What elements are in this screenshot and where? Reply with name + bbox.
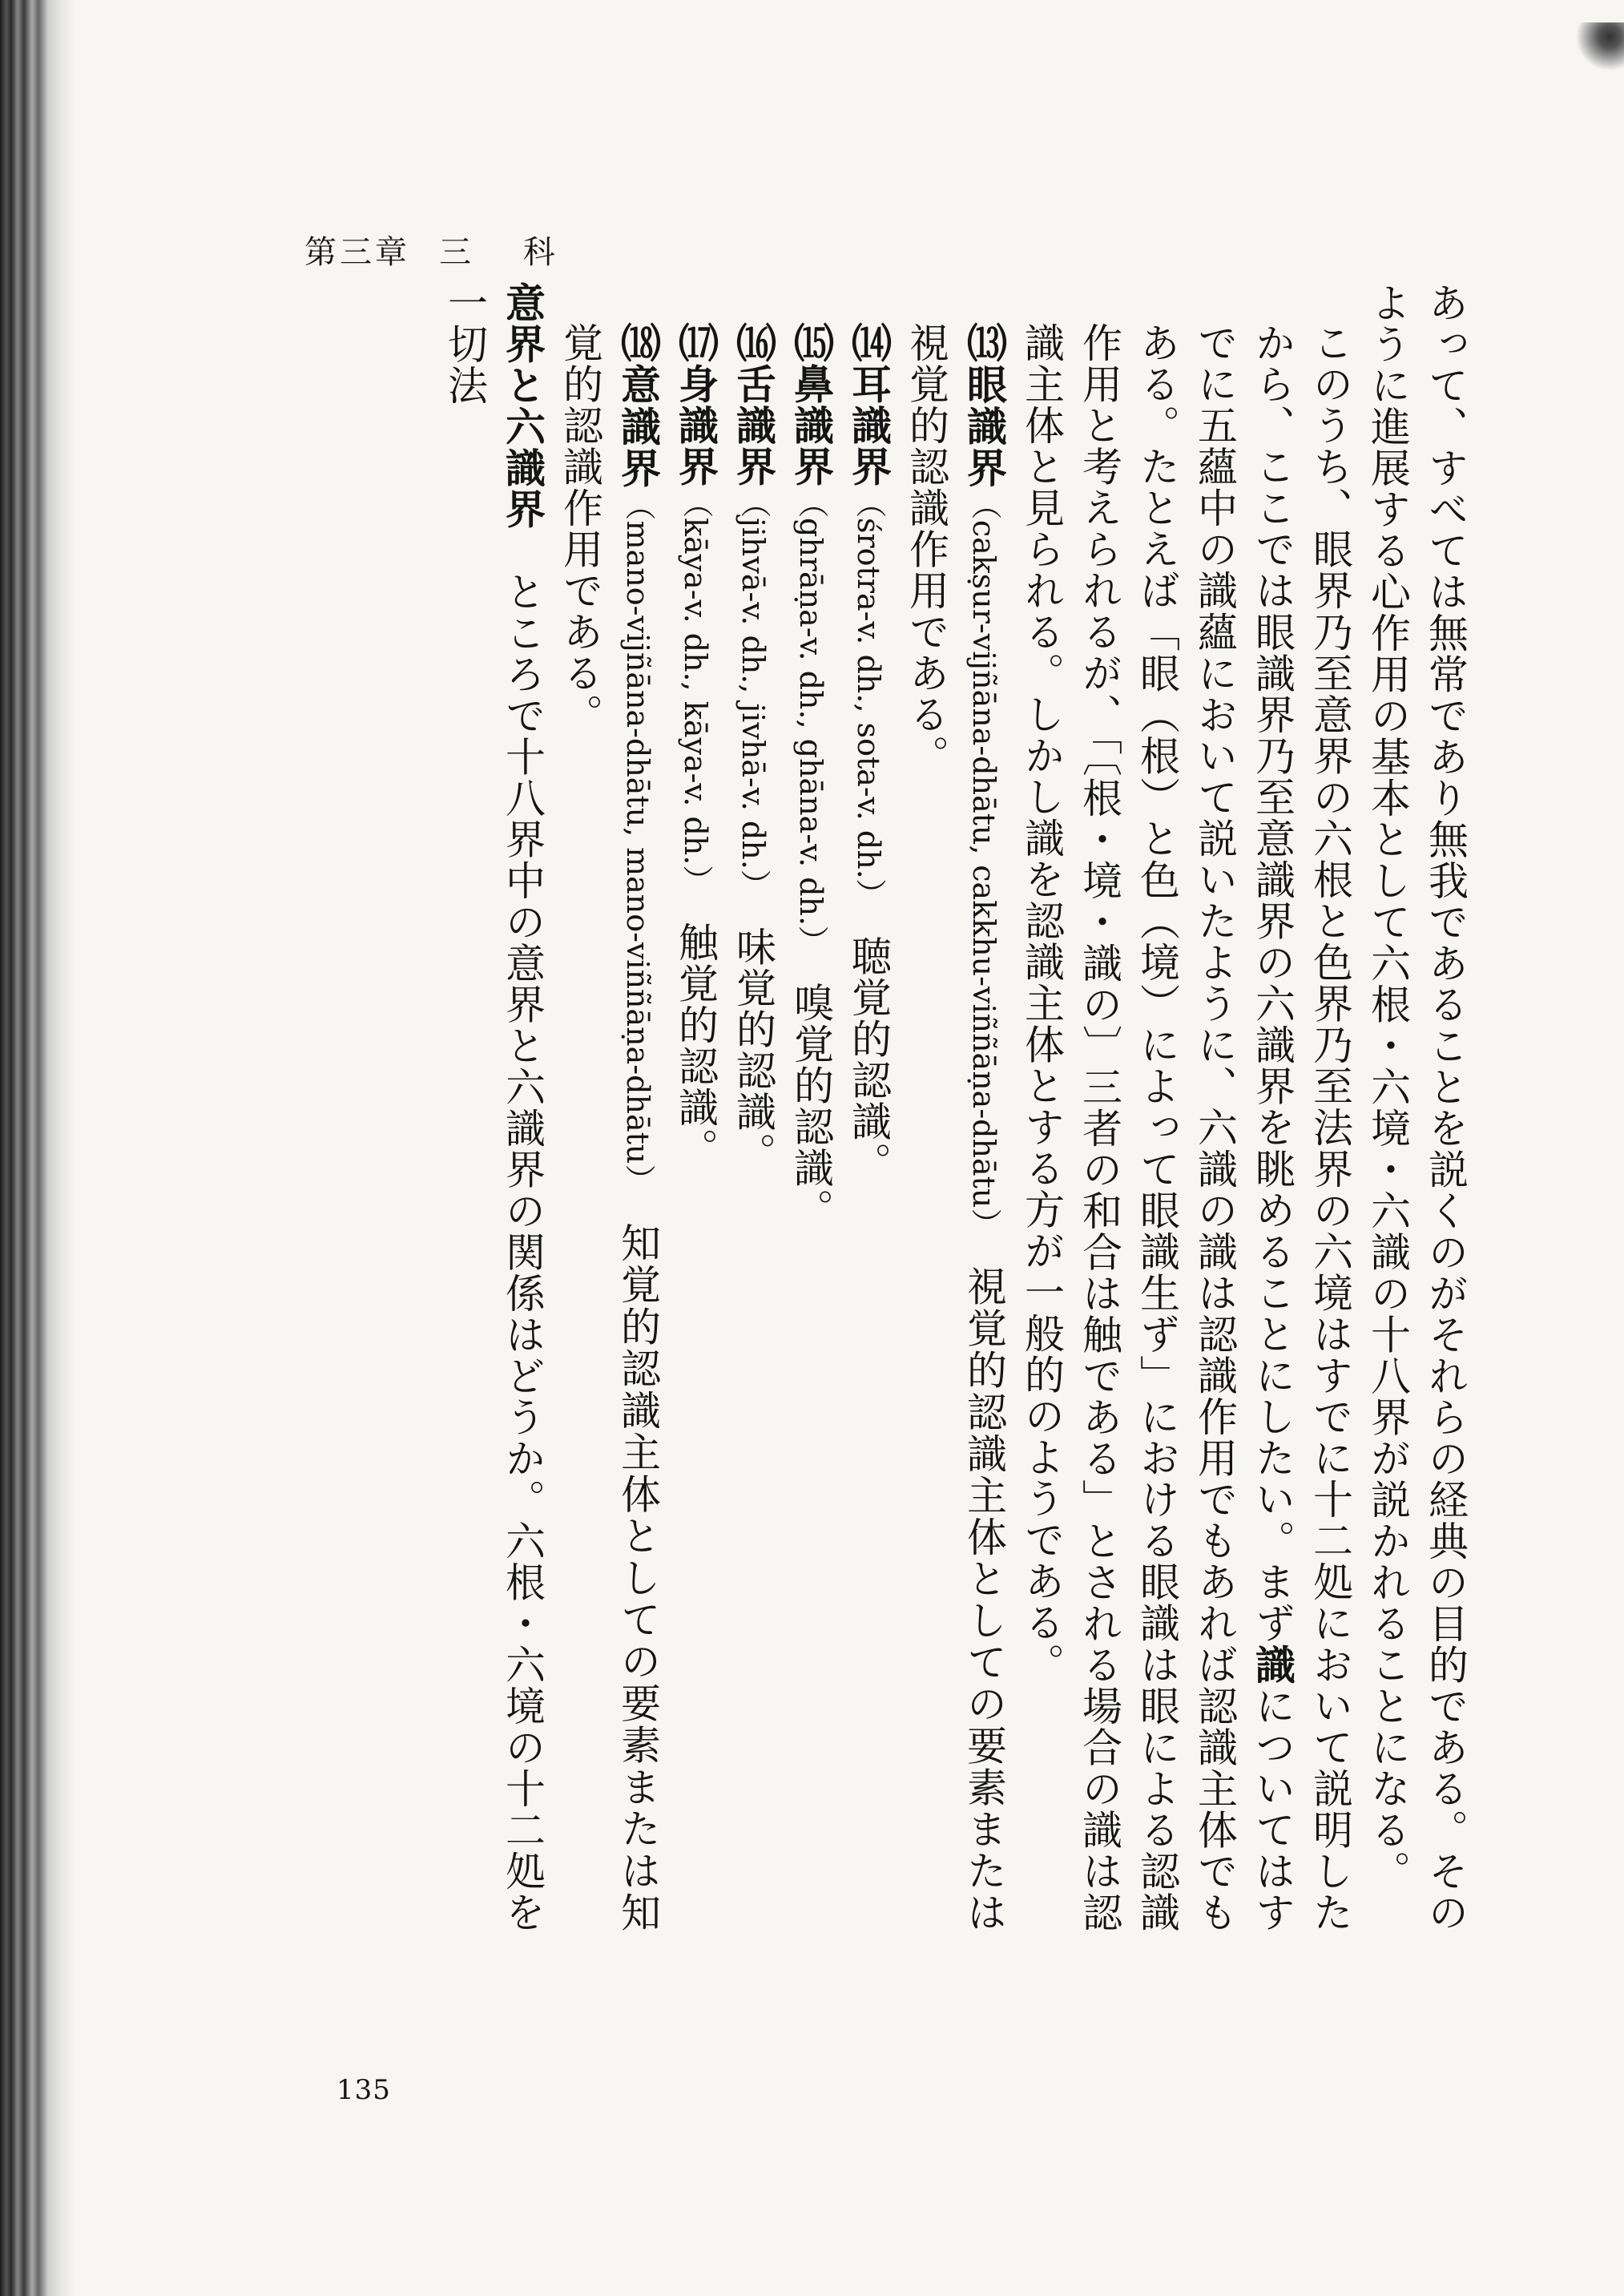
romanized-term: （kāya-v. dh., kāya-v. dh.） bbox=[678, 487, 713, 881]
item-17-body-consciousness bbox=[667, 282, 724, 1933]
book-binding-shadow bbox=[0, 0, 76, 2296]
item-16-tongue-consciousness bbox=[724, 282, 782, 1933]
item-18-mind-consciousness bbox=[551, 282, 667, 1933]
romanized-term: （śrotra-v. dh., sota-v. dh.） bbox=[851, 487, 886, 894]
text-segment: 知覚的認識主体としての要素または知覚的認識作用である。 bbox=[557, 322, 661, 1933]
text-segment: ところで十八界中の意界と六識界の関係はどうか。六根・六境の十二処を一切法 bbox=[441, 282, 546, 1933]
page-number: 135 bbox=[336, 2074, 391, 2106]
vertical-text-body bbox=[272, 282, 1474, 1933]
text-segment: 視覚的認識主体としての要素または視覚的認識作用である。 bbox=[903, 322, 1007, 1933]
bold-term: ⒄身識界 bbox=[672, 322, 719, 487]
romanized-term: （jihvā-v. dh., jivhā-v. dh.） bbox=[735, 487, 771, 885]
paragraph-2 bbox=[1013, 282, 1359, 1933]
bold-term: 識 bbox=[1249, 1644, 1296, 1685]
bold-term: ⒃舌識界 bbox=[730, 322, 776, 487]
running-head-chapter: 第三章 bbox=[304, 234, 410, 271]
bold-term: ⒁耳識界 bbox=[845, 322, 892, 487]
text-segment: 嗅覚的認識。 bbox=[788, 941, 834, 1230]
scan-corner-mark bbox=[1576, 22, 1624, 71]
item-13-eye-consciousness bbox=[897, 282, 1013, 1933]
romanized-term: （mano-vijñāna-dhātu, mano-viññāṇa-dhātu） bbox=[620, 489, 655, 1180]
running-head-title: 三 科 bbox=[439, 234, 576, 271]
bold-term: ⒂鼻識界 bbox=[788, 322, 834, 487]
text-segment: このうち、眼界乃至意界の六根と色界乃至法界の六境はすでに十二処において説明したから、ここでは眼識界乃至意識界の六識界を眺めることにしたい。まず bbox=[1249, 322, 1353, 1933]
text-segment: についてはすでに五蘊中の識蘊において説いたように、六識の識は認識作用でもあれば認識主体でもある。たとえば「眼（根）と色（境）によって眼識生ず」における眼識は眼による認識作用と考えられるが、「〔根・境・識の〕三者の和合は触である」とされる場合の識は認識主体と見られる。しかし識を認識主体とする方が一般的のようである。 bbox=[1018, 322, 1296, 1933]
romanized-term: （ghrāṇa-v. dh., ghāna-v. dh.） bbox=[793, 487, 828, 942]
running-head bbox=[304, 227, 576, 272]
item-15-nose-consciousness bbox=[782, 282, 840, 1933]
text-segment: あって、すべては無常であり無我であることを説くのがそれらの経典の目的である。そのように進展する心作用の基本として六根・六境・六識の十八界が説かれることになる。 bbox=[1364, 282, 1469, 1933]
text-segment: 触覚的認識。 bbox=[672, 880, 719, 1169]
text-segment: 聴覚的認識。 bbox=[845, 894, 892, 1184]
item-14-ear-consciousness bbox=[840, 282, 897, 1933]
paragraph-1 bbox=[1359, 282, 1474, 1933]
bold-term: ⒅意識界 bbox=[615, 322, 661, 490]
text-segment: 味覚的認識。 bbox=[730, 884, 776, 1174]
bold-term: ⒀眼識界 bbox=[961, 322, 1007, 490]
section-heading-paragraph bbox=[436, 282, 551, 1933]
bold-term: 意界と六識界 bbox=[499, 282, 546, 530]
romanized-term: （cakṣur-vijñāna-dhātu, cakkhu-viññāṇa-dhātu） bbox=[966, 489, 1001, 1225]
